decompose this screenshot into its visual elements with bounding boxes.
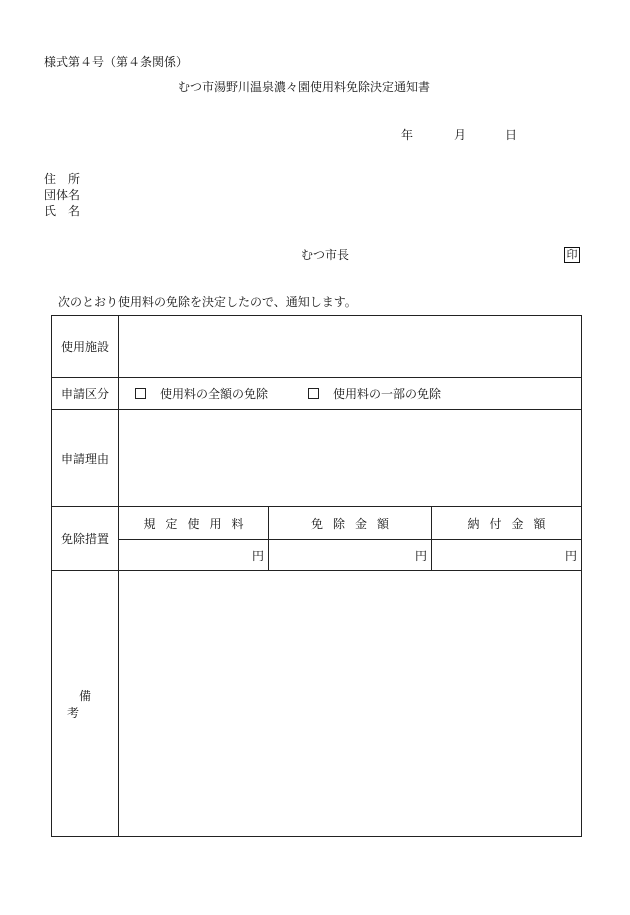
date-month: 月 [454, 128, 467, 142]
document-title: むつ市湯野川温泉濃々園使用料免除決定通知書 [178, 80, 431, 94]
recipient-address-label: 住 所 [44, 172, 81, 186]
facility-label: 使用施設 [52, 316, 119, 378]
intro-text: 次のとおり使用料の免除を決定したので、通知します。 [58, 295, 357, 309]
header-exemption-amount: 免除金額 [269, 507, 432, 540]
issuer: むつ市長 [301, 248, 350, 262]
exemption-table [51, 315, 582, 837]
recipient-name-label: 氏 名 [44, 204, 81, 218]
reason-field[interactable] [119, 410, 582, 507]
facility-field[interactable] [119, 316, 582, 378]
reason-row [52, 410, 582, 507]
measure-header-row [52, 507, 582, 540]
category-options [119, 378, 582, 410]
date-year: 年 [401, 128, 414, 142]
remarks-row [52, 571, 582, 837]
option-full-exemption-label: 使用料の全額の免除 [160, 387, 269, 401]
date-day: 日 [505, 128, 518, 142]
seal-mark: 印 [564, 247, 580, 263]
measure-label: 免除措置 [52, 507, 119, 571]
remarks-field[interactable] [119, 571, 582, 837]
checkbox-icon[interactable] [308, 388, 319, 399]
measure-amount-row [52, 540, 582, 571]
reason-label: 申請理由 [52, 410, 119, 507]
remarks-label: 備考 [66, 688, 115, 720]
exemption-amount-field[interactable]: 円 [269, 540, 432, 571]
facility-row [52, 316, 582, 378]
checkbox-icon[interactable] [135, 388, 146, 399]
form-number: 様式第４号（第４条関係） [44, 55, 189, 69]
option-full-exemption[interactable] [135, 385, 268, 402]
header-payment-amount: 納付金額 [432, 507, 582, 540]
option-partial-exemption-label: 使用料の一部の免除 [333, 387, 442, 401]
payment-amount-field[interactable]: 円 [432, 540, 582, 571]
category-row [52, 378, 582, 410]
category-label: 申請区分 [52, 378, 119, 410]
recipient-group-label: 団体名 [44, 188, 81, 202]
remarks-label-cell [52, 571, 119, 837]
option-partial-exemption[interactable] [308, 385, 441, 402]
standard-fee-field[interactable]: 円 [119, 540, 269, 571]
header-standard-fee: 規定使用料 [119, 507, 269, 540]
